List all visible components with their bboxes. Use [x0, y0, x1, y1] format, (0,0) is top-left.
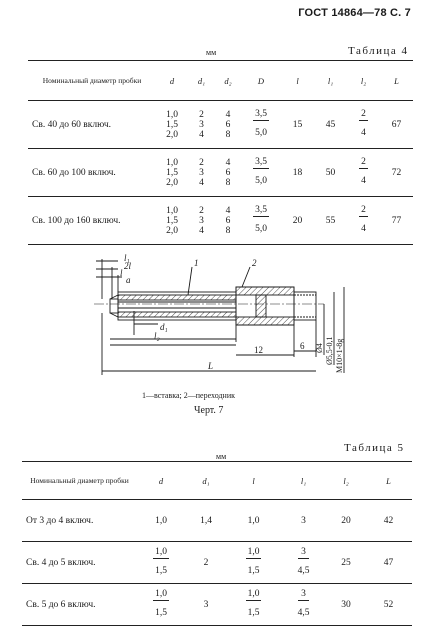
table4-cell-D-bottom: 5,0: [255, 128, 267, 138]
table4-cell-l2: [347, 197, 380, 245]
table5-cell-l1: 3: [301, 515, 306, 526]
table5-cell-l1: [280, 542, 327, 584]
table4-cell-D-fraction: [253, 109, 269, 140]
table5-row: [22, 542, 412, 584]
table4-cell-d-2: 2,0: [166, 129, 178, 140]
table4-cell-d-0: 1,0: [166, 157, 178, 168]
table4-caption: Таблица 4: [348, 45, 409, 57]
table4-cell-D: [241, 197, 281, 245]
table4-header-d1: d₁: [197, 75, 206, 86]
label-d1: d₁: [160, 322, 168, 332]
table5-cell-d-top: 1,0: [155, 547, 167, 557]
table5-cell-d-top: 1,0: [155, 589, 167, 599]
table4-cell-l: 15: [292, 119, 303, 130]
leader-1: [188, 267, 192, 295]
table4-header-d: d: [169, 75, 175, 86]
table4-cell-l2-fraction: [359, 109, 368, 140]
table5-unit: мм: [216, 452, 227, 461]
table4-cell-d1-1: 3: [199, 119, 204, 130]
insert-wall-top: [118, 295, 236, 300]
table5-cell-d1: 2: [203, 557, 209, 568]
table5-cell-l1-bottom: 4,5: [297, 608, 310, 618]
table4-cell-D-top: 3,5: [255, 205, 267, 215]
table5-cell-l1-fraction: [298, 547, 310, 578]
table4-cell-D-top: 3,5: [255, 109, 267, 119]
table4-cell-d1-2: 4: [199, 129, 204, 140]
table4-cell-l1: 55: [325, 215, 336, 226]
adapter-thread: [294, 292, 316, 320]
table5-cell-l: 1,0: [247, 515, 260, 526]
table4-cell-l: 18: [292, 167, 303, 178]
table4-cell-d-1: 1,5: [166, 167, 178, 178]
table4-cell-d1-1: 3: [199, 167, 204, 178]
table4-cell-d1: [188, 149, 215, 197]
table4-cell-D-bottom: 5,0: [255, 224, 267, 234]
label-l: l: [120, 268, 123, 278]
table5-cell-d-bottom: 1,5: [155, 566, 167, 576]
table4-cell-D-fraction: [253, 205, 269, 236]
table5-cell-d: [137, 584, 185, 626]
table5-cell-d: [137, 542, 185, 584]
table4-cell-l2: [347, 101, 380, 149]
table5-cell-l2: 30: [341, 599, 351, 610]
table4-header-D: D: [257, 75, 265, 86]
table4-row: [28, 149, 413, 197]
table4-cell-d1: [188, 101, 215, 149]
table4-cell-d-1: 1,5: [166, 215, 178, 226]
table4-cell-d2: [215, 197, 241, 245]
table4-header-l2: l₂: [360, 75, 367, 86]
table5-row: [22, 584, 412, 626]
table5-cell-L: 42: [383, 515, 394, 526]
label-12: 12: [254, 345, 263, 355]
table4-cell-d2-0: 4: [225, 109, 231, 120]
table4-unit: мм: [206, 48, 217, 57]
table4-cell-d2-1: 6: [225, 119, 231, 130]
table4-cell-D-fraction: [253, 157, 269, 188]
table5-cell-d: 1,0: [155, 515, 167, 526]
table5-header-d1: d₁: [202, 475, 210, 486]
table4-cell-d1-2: 4: [199, 225, 204, 236]
table5-cell-l2: 25: [341, 557, 351, 568]
label-l1: l₁: [124, 253, 130, 263]
table4-cell-d2: [215, 149, 241, 197]
technical-drawing: [88, 247, 358, 377]
table4-cell-d2-1: 6: [225, 167, 231, 178]
table4-cell-l2-top: 2: [361, 205, 366, 215]
table4-cell-d2-2: 8: [225, 225, 231, 236]
table5-cell-l1: [280, 584, 327, 626]
table5-cell-l1-top: 3: [298, 547, 310, 559]
table4-row-label: Св. 40 до 60 включ.: [32, 119, 112, 130]
table5-row-label: Св. 4 до 5 включ.: [26, 557, 96, 568]
table4-cell-d-2: 2,0: [166, 177, 178, 188]
table4-header-L: L: [394, 75, 399, 86]
table4-cell-d2-0: 4: [225, 205, 231, 216]
table4-cell-d-0: 1,0: [166, 205, 178, 216]
table4-cell-d1: [188, 197, 215, 245]
table5-cell-l1-fraction: [298, 589, 310, 620]
table5-row-label: Св. 5 до 6 включ.: [26, 599, 96, 610]
table5-cell-l-fraction: [246, 589, 262, 620]
table5-cell-l1-top: 3: [298, 589, 310, 601]
table5-cell-l1-bottom: 4,5: [297, 566, 310, 576]
table5-cell-l2: 20: [341, 515, 351, 526]
table4-header-l1: l₁: [327, 75, 334, 86]
table5-cell-d-fraction: [153, 589, 169, 620]
table5-cell-l-bottom: 1,5: [247, 608, 260, 618]
table5-cell-d-bottom: 1,5: [155, 608, 167, 618]
insert-wall-bottom: [118, 312, 236, 317]
label-1: 1: [194, 258, 199, 268]
leader-2: [242, 267, 250, 287]
table4-row-label: Св. 60 до 100 включ.: [32, 167, 116, 178]
table4-cell-l2-top: 2: [361, 157, 366, 167]
label-a: a: [126, 275, 131, 285]
insert-tip: [110, 299, 118, 313]
table4-row: [28, 101, 413, 149]
page-header: ГОСТ 14864—78 С. 7: [298, 7, 411, 19]
table4-header-d2: d₂: [224, 75, 232, 86]
table4-cell-l2: [347, 149, 380, 197]
table5-row-label: От 3 до 4 включ.: [26, 515, 94, 526]
table4-cell-l2-bottom: 4: [361, 128, 366, 138]
table4-cell-l2-fraction: [359, 205, 368, 236]
table4-cell-d: [156, 149, 188, 197]
table4-cell-d: [156, 197, 188, 245]
table4-cell-l: 20: [292, 215, 303, 226]
table4-cell-l2-bottom: 4: [361, 176, 366, 186]
table4-header-l: l: [296, 75, 299, 86]
table4-cell-d1-1: 3: [199, 215, 204, 226]
drawing-caption: Черт. 7: [194, 405, 224, 416]
table4-cell-d-0: 1,0: [166, 109, 178, 120]
table4-cell-D-bottom: 5,0: [255, 176, 267, 186]
table4-cell-l2-top: 2: [361, 109, 366, 119]
label-phi4: Ø4: [315, 343, 324, 353]
table5-cell-l: [227, 584, 280, 626]
table4-cell-L: 72: [391, 167, 402, 178]
table5-header-d: d: [158, 475, 164, 486]
table5-cell-l-bottom: 1,5: [247, 566, 260, 576]
drawing-legend: 1—вставка; 2—переходник: [142, 391, 236, 400]
table5-cell-d-fraction: [153, 547, 169, 578]
table4-cell-L: 67: [391, 119, 402, 130]
table5-cell-l-top: 1,0: [247, 589, 260, 599]
table4-cell-d2-1: 6: [225, 215, 231, 226]
table5-header-l: l: [252, 475, 255, 486]
table5-row: [22, 500, 412, 542]
table4-cell-l1: 45: [325, 119, 336, 130]
table4-cell-D-top: 3,5: [255, 157, 267, 167]
table5-header-label: Номинальный диаметр пробки: [30, 476, 129, 485]
table5-header-l1: l₁: [300, 475, 307, 486]
table4-cell-d1-2: 4: [199, 177, 204, 188]
table5-header-row: [22, 462, 412, 500]
table4-cell-d1-0: 2: [199, 157, 204, 168]
table4-cell-d-2: 2,0: [166, 225, 178, 236]
table4: [28, 60, 413, 245]
table4-cell-l1: 50: [325, 167, 336, 178]
table5-caption: Таблица 5: [344, 442, 405, 454]
table4-cell-d-1: 1,5: [166, 119, 178, 130]
table4-cell-d1-0: 2: [199, 109, 204, 120]
table4-header-row: [28, 61, 413, 101]
table4-cell-l2-bottom: 4: [361, 224, 366, 234]
table4-cell-D: [241, 101, 281, 149]
table4-header-label: Номинальный диаметр пробки: [42, 76, 142, 85]
label-6: 6: [300, 341, 305, 351]
label-L: L: [208, 361, 214, 371]
table5-cell-l: [227, 542, 280, 584]
table5-cell-l-top: 1,0: [247, 547, 260, 557]
table4-cell-D: [241, 149, 281, 197]
label-2l: 2l: [124, 261, 132, 271]
label-l2: l₂: [154, 331, 160, 341]
table5-cell-d1: 3: [203, 599, 209, 610]
table4-cell-l2-fraction: [359, 157, 368, 188]
table4-row-label: Св. 100 до 160 включ.: [32, 215, 121, 226]
label-2: 2: [252, 258, 257, 268]
table4-cell-d2-2: 8: [225, 129, 231, 140]
label-phi55: Ø5,5-0,1: [325, 336, 334, 365]
table5-cell-l-fraction: [246, 547, 262, 578]
table4-cell-d2: [215, 101, 241, 149]
label-m10: M10×1-8g: [335, 338, 344, 373]
table5-header-L: L: [386, 475, 391, 486]
table5-header-l2: l₂: [343, 475, 349, 486]
table4-row: [28, 197, 413, 245]
table4-cell-L: 77: [391, 215, 402, 226]
table5-cell-d1: 1,4: [200, 515, 212, 526]
table4-cell-d1-0: 2: [199, 205, 204, 216]
table4-cell-d2-0: 4: [225, 157, 231, 168]
table4-cell-d2-2: 8: [225, 177, 231, 188]
table5-cell-L: 52: [383, 599, 394, 610]
table5-cell-L: 47: [383, 557, 394, 568]
table4-cell-d: [156, 101, 188, 149]
table5: [22, 461, 412, 626]
